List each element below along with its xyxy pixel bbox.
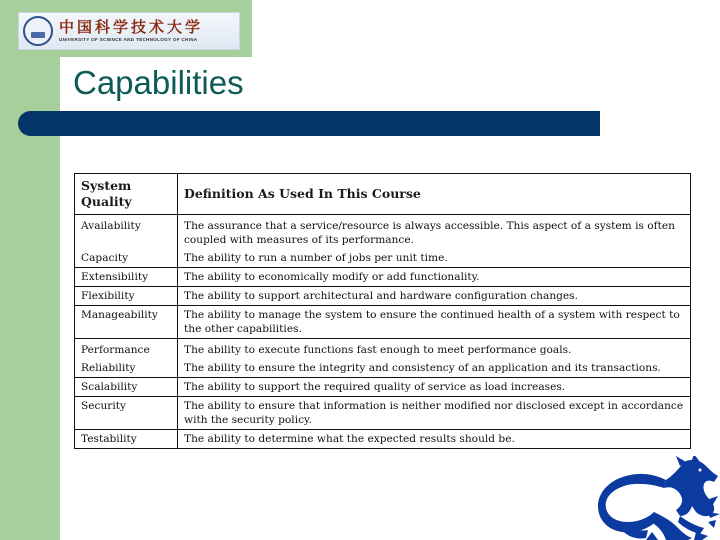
definition-cell: The ability to ensure that information is neither modified nor disclosed except in accordance with the security policy.	[178, 397, 691, 430]
quality-cell: Capacity	[75, 249, 178, 268]
column-header-system-quality: System Quality	[75, 174, 178, 215]
definition-cell: The ability to determine what the expected results should be.	[178, 430, 691, 449]
definition-cell: The ability to manage the system to ensure the continued health of a system with respect to the other capabilities.	[178, 306, 691, 339]
table-row	[75, 268, 691, 287]
table-row	[75, 249, 691, 268]
definition-cell: The ability to support the required quality of service as load increases.	[178, 378, 691, 397]
logo-english-name: UNIVERSITY OF SCIENCE AND TECHNOLOGY OF CHINA	[59, 37, 198, 42]
table-row	[75, 287, 691, 306]
table-row	[75, 397, 691, 430]
title-underline-bar	[18, 111, 600, 136]
table-row	[75, 215, 691, 250]
left-sidebar-strip	[0, 0, 60, 540]
quality-cell: Scalability	[75, 378, 178, 397]
definition-cell: The ability to run a number of jobs per unit time.	[178, 249, 691, 268]
logo-text	[59, 19, 203, 43]
definition-cell: The assurance that a service/resource is always accessible. This aspect of a system is often coupled with measures of its performance.	[178, 215, 691, 250]
column-header-definition: Definition As Used In This Course	[178, 174, 691, 215]
quality-cell: Availability	[75, 215, 178, 250]
quality-cell: Extensibility	[75, 268, 178, 287]
table-row	[75, 306, 691, 339]
quality-cell: Security	[75, 397, 178, 430]
definition-cell: The ability to support architectural and hardware configuration changes.	[178, 287, 691, 306]
definition-cell: The ability to ensure the integrity and consistency of an application and its transactions.	[178, 359, 691, 378]
quality-cell: Testability	[75, 430, 178, 449]
system-quality-table	[74, 173, 691, 449]
university-seal-icon	[23, 16, 53, 46]
table-row	[75, 430, 691, 449]
page-title: Capabilities	[73, 64, 244, 101]
table-row	[75, 359, 691, 378]
quality-cell: Flexibility	[75, 287, 178, 306]
definition-cell: The ability to economically modify or add functionality.	[178, 268, 691, 287]
quality-cell: Performance	[75, 339, 178, 360]
table-row	[75, 339, 691, 360]
table-row	[75, 378, 691, 397]
dragon-logo-icon	[596, 456, 720, 540]
table-header-row	[75, 174, 691, 215]
logo-chinese-name: 中国科学技术大学	[59, 18, 204, 36]
quality-cell: Manageability	[75, 306, 178, 339]
university-logo-banner	[18, 12, 240, 50]
definition-cell: The ability to execute functions fast enough to meet performance goals.	[178, 339, 691, 360]
quality-cell: Reliability	[75, 359, 178, 378]
